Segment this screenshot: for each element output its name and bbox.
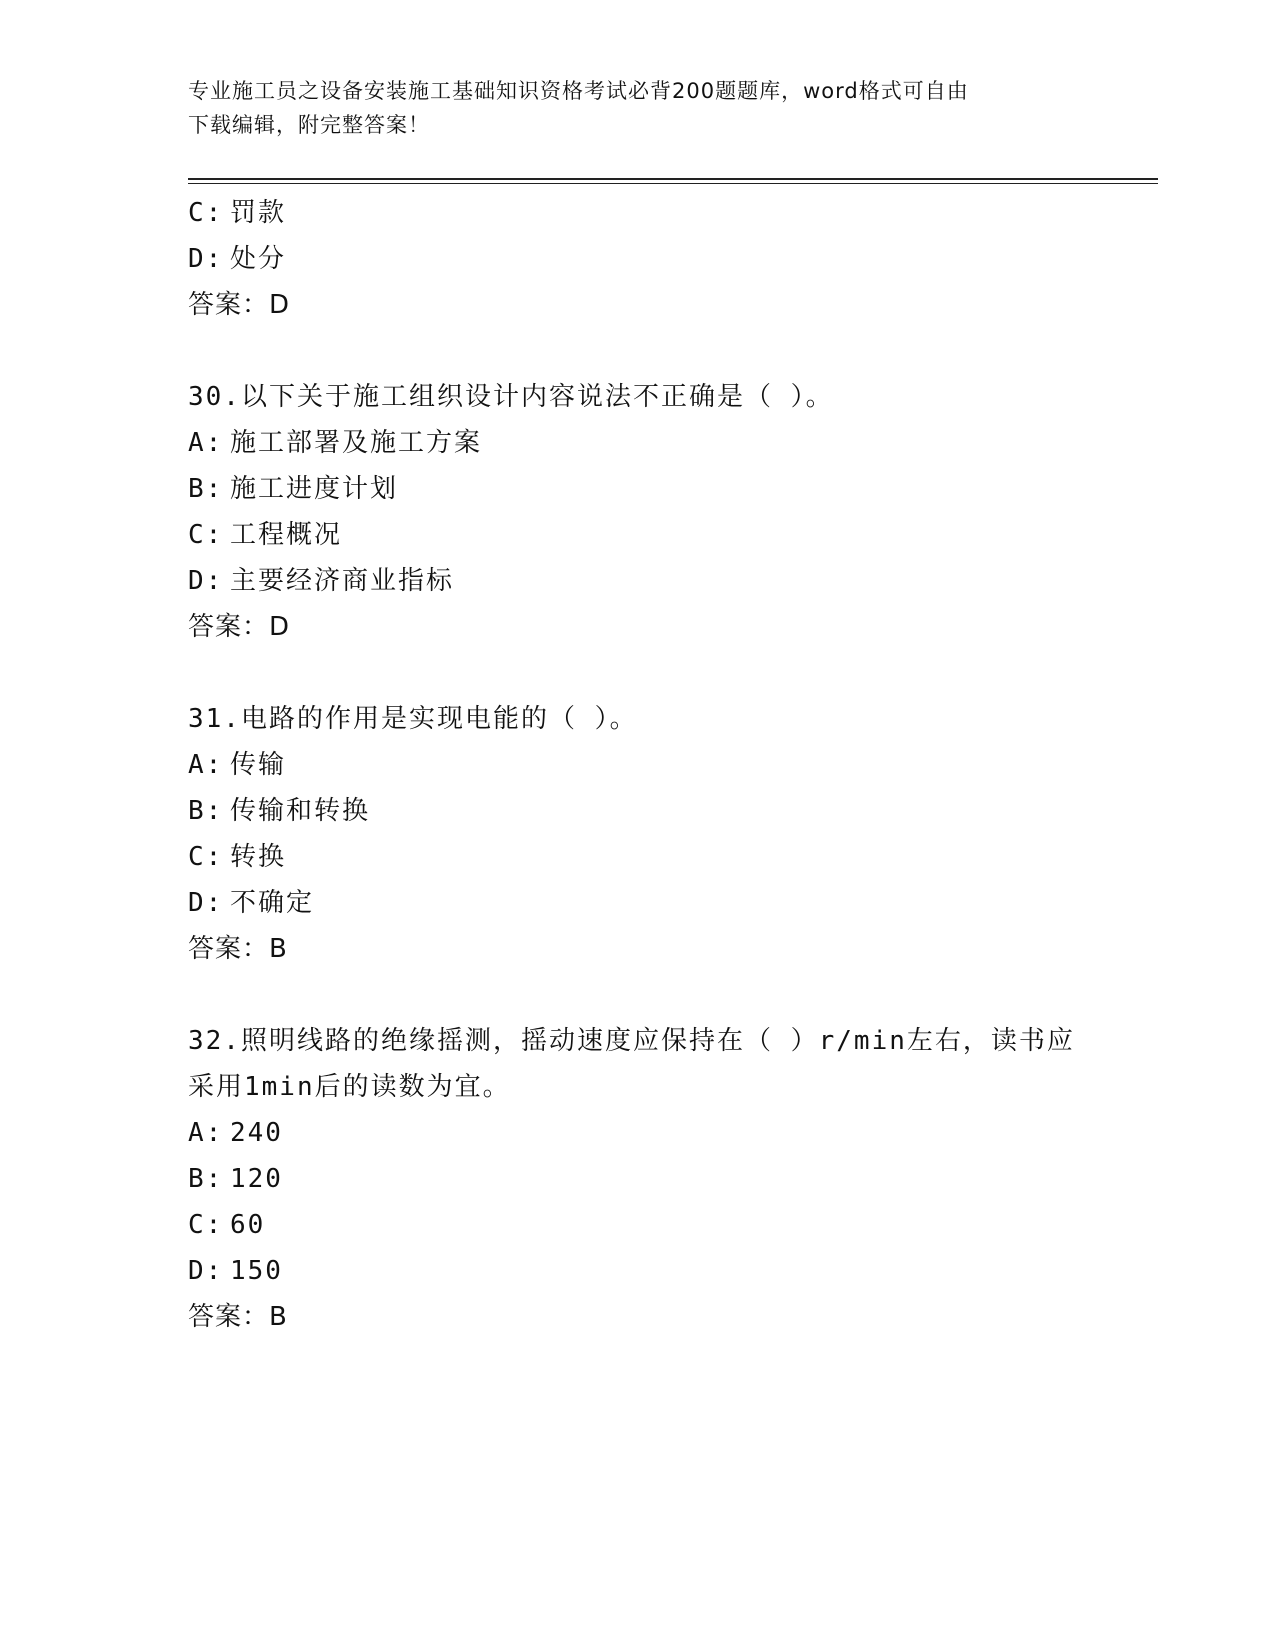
option-c <box>188 834 1138 880</box>
question-block-32 <box>188 1018 1138 1340</box>
answer-line: 答案：B <box>188 1302 288 1332</box>
option-key: C: <box>188 842 224 872</box>
question-text-line-2: 采用1min后的读数为宜。 <box>188 1072 511 1102</box>
option-d <box>188 236 1138 282</box>
option-text: 施工部署及施工方案 <box>230 428 483 458</box>
question-list <box>188 190 1138 1340</box>
spacer <box>188 328 1138 374</box>
option-key: B: <box>188 474 224 504</box>
option-d <box>188 558 1138 604</box>
option-text: 主要经济商业指标 <box>230 566 455 596</box>
option-text: 转换 <box>230 842 287 872</box>
option-text: 不确定 <box>230 888 315 918</box>
option-b <box>188 1156 1138 1202</box>
option-key: B: <box>188 796 224 826</box>
option-key: A: <box>188 1118 224 1148</box>
option-text: 240 <box>230 1118 283 1148</box>
option-text: 工程概况 <box>230 520 343 550</box>
option-text: 120 <box>230 1164 283 1194</box>
option-a <box>188 1110 1138 1156</box>
question-text: 31.电路的作用是实现电能的（ ）。 <box>188 704 638 734</box>
option-c <box>188 1202 1138 1248</box>
question-text: 30.以下关于施工组织设计内容说法不正确是（ ）。 <box>188 382 834 412</box>
spacer <box>188 650 1138 696</box>
spacer <box>188 972 1138 1018</box>
option-key: A: <box>188 428 224 458</box>
header-divider-thin <box>188 183 1158 184</box>
option-key: D: <box>188 888 224 918</box>
option-c <box>188 190 1138 236</box>
option-text: 处分 <box>230 244 287 274</box>
header-title-line-1: 专业施工员之设备安装施工基础知识资格考试必背200题题库，word格式可自由 <box>188 79 969 103</box>
answer-line: 答案：D <box>188 290 291 320</box>
option-key: A: <box>188 750 224 780</box>
question-block-31 <box>188 696 1138 972</box>
option-key: C: <box>188 520 224 550</box>
option-key: D: <box>188 1256 224 1286</box>
question-text-line-1: 32.照明线路的绝缘摇测，摇动速度应保持在（ ）r/min左右，读书应 <box>188 1026 1075 1056</box>
question-block-30 <box>188 374 1138 650</box>
option-text: 罚款 <box>230 198 287 228</box>
header-title-line-2: 下载编辑，附完整答案！ <box>188 113 430 137</box>
option-text: 150 <box>230 1256 283 1286</box>
document-header <box>188 74 1068 142</box>
option-text: 施工进度计划 <box>230 474 399 504</box>
header-divider-thick <box>188 178 1158 180</box>
option-key: D: <box>188 566 224 596</box>
question-block-29 <box>188 190 1138 328</box>
option-a <box>188 742 1138 788</box>
option-d <box>188 1248 1138 1294</box>
option-key: C: <box>188 1210 224 1240</box>
option-text: 传输 <box>230 750 287 780</box>
option-key: C: <box>188 198 224 228</box>
option-b <box>188 466 1138 512</box>
option-d <box>188 880 1138 926</box>
option-c <box>188 512 1138 558</box>
option-key: D: <box>188 244 224 274</box>
option-text: 传输和转换 <box>230 796 371 826</box>
option-key: B: <box>188 1164 224 1194</box>
answer-line: 答案：D <box>188 612 291 642</box>
option-a <box>188 420 1138 466</box>
option-b <box>188 788 1138 834</box>
answer-line: 答案：B <box>188 934 288 964</box>
option-text: 60 <box>230 1210 266 1240</box>
